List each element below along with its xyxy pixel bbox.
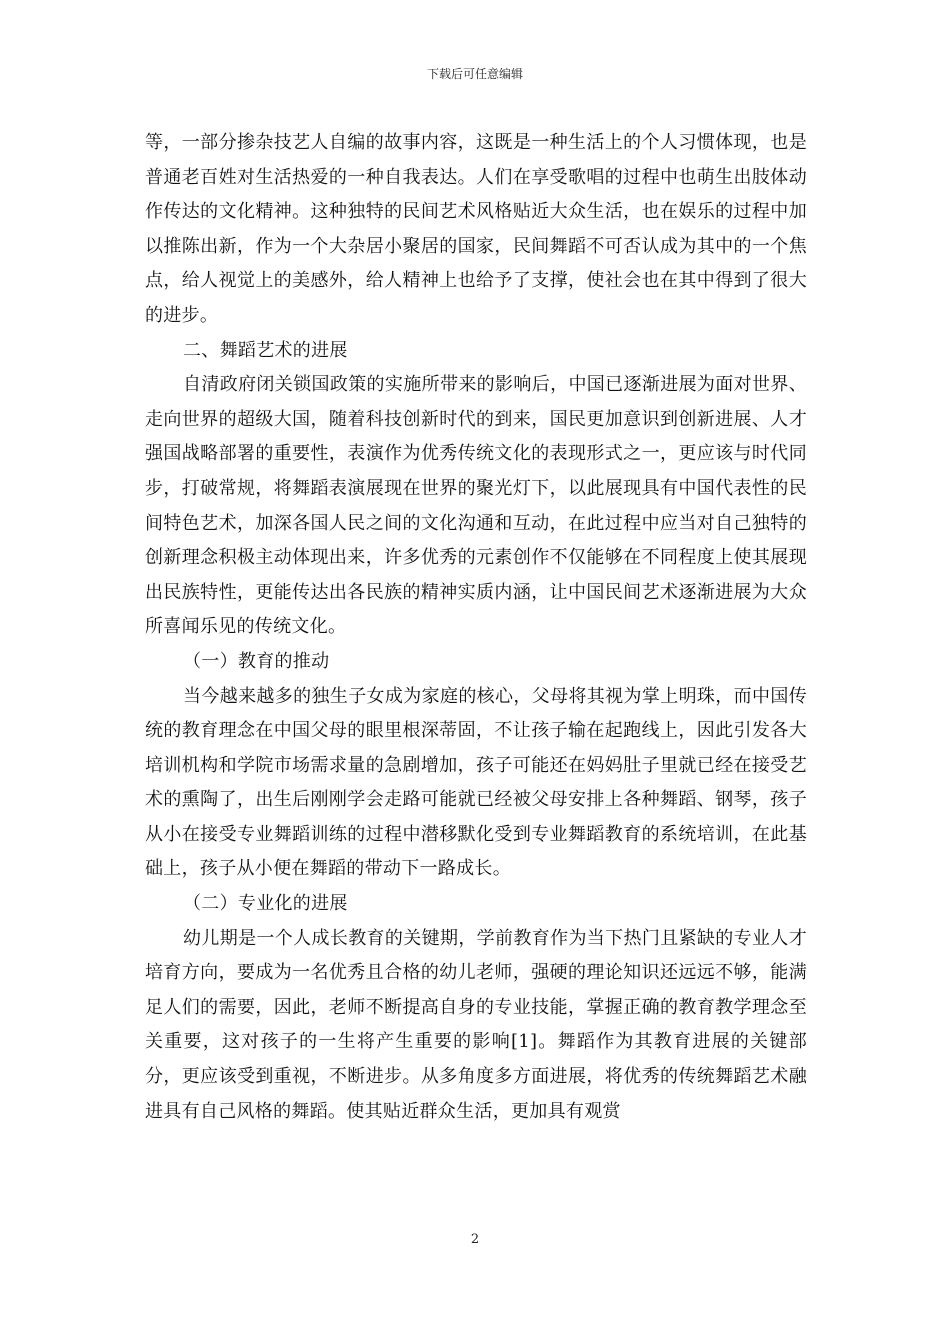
page-header: 下载后可任意编辑	[426, 67, 523, 81]
paragraph-dance-development: 自清政府闭关锁国政策的实施所带来的影响后，中国已逐渐进展为面对世界、走向世界的超级大国，随着科技创新时代的到来，国民更加意识到创新进展、人才强国战略部署的重要性，表演作为优秀传统文化的表现形式之一，更应该与时代同步，打破常规，将舞蹈表演展现在世界的聚光灯下，以此展现具有中国代表性的民间特色艺术，加深各国人民之间的文化沟通和互动，在此过程中应当对自己独特的创新理念积极主动体现出来，许多优秀的元素创作不仅能够在不同程度上使其展现出民族特性，更能传达出各民族的精神实质内涵，让中国民间艺术逐渐进展为大众所喜闻乐见的传统文化。	[145, 374, 807, 638]
document-body	[145, 126, 807, 1129]
paragraph-education: 当今越来越多的独生子女成为家庭的核心，父母将其视为掌上明珠，而中国传统的教育理念在中国父母的眼里根深蒂固，不让孩子输在起跑线上，因此引发各大培训机构和学院市场需求量的急剧增加，孩子可能还在妈妈肚子里就已经在接受艺术的熏陶了，出生后刚刚学会走路可能就已经被父母安排上各种舞蹈、钢琴，孩子从小在接受专业舞蹈训练的过程中潜移默化受到专业舞蹈教育的系统培训，在此基础上，孩子从小便在舞蹈的带动下一路成长。	[145, 685, 807, 880]
page-number: 2	[470, 1232, 480, 1247]
paragraph-specialization: 幼儿期是一个人成长教育的关键期，学前教育作为当下热门且紧缺的专业人才培育方向，要成为一名优秀且合格的幼儿老师，强硬的理论知识还远远不够，能满足人们的需要，因此，老师不断提高自身的专业技能，掌握正确的教育教学理念至关重要，这对孩子的一生将产生重要的影响[1]。舞蹈作为其教育进展的关键部分，更应该受到重视，不断进步。从多角度多方面进展，将优秀的传统舞蹈艺术融进具有自己风格的舞蹈。使其贴近群众生活，更加具有观赏	[145, 927, 807, 1122]
section-heading-dance-art: 二、舞蹈艺术的进展	[183, 339, 348, 361]
subsection-heading-education: （一）教育的推动	[183, 650, 330, 672]
paragraph-continuation: 等，一部分掺杂技艺人自编的故事内容，这既是一种生活上的个人习惯体现，也是普通老百姓对生活热爱的一种自我表达。人们在享受歌唱的过程中也萌生出肢体动作传达的文化精神。这种独特的民间艺术风格贴近大众生活，也在娱乐的过程中加以推陈出新，作为一个大杂居小聚居的国家，民间舞蹈不可否认成为其中的一个焦点，给人视觉上的美感外，给人精神上也给予了支撑，使社会也在其中得到了很大的进步。	[145, 132, 807, 326]
subsection-heading-specialization: （二）专业化的进展	[183, 893, 348, 915]
